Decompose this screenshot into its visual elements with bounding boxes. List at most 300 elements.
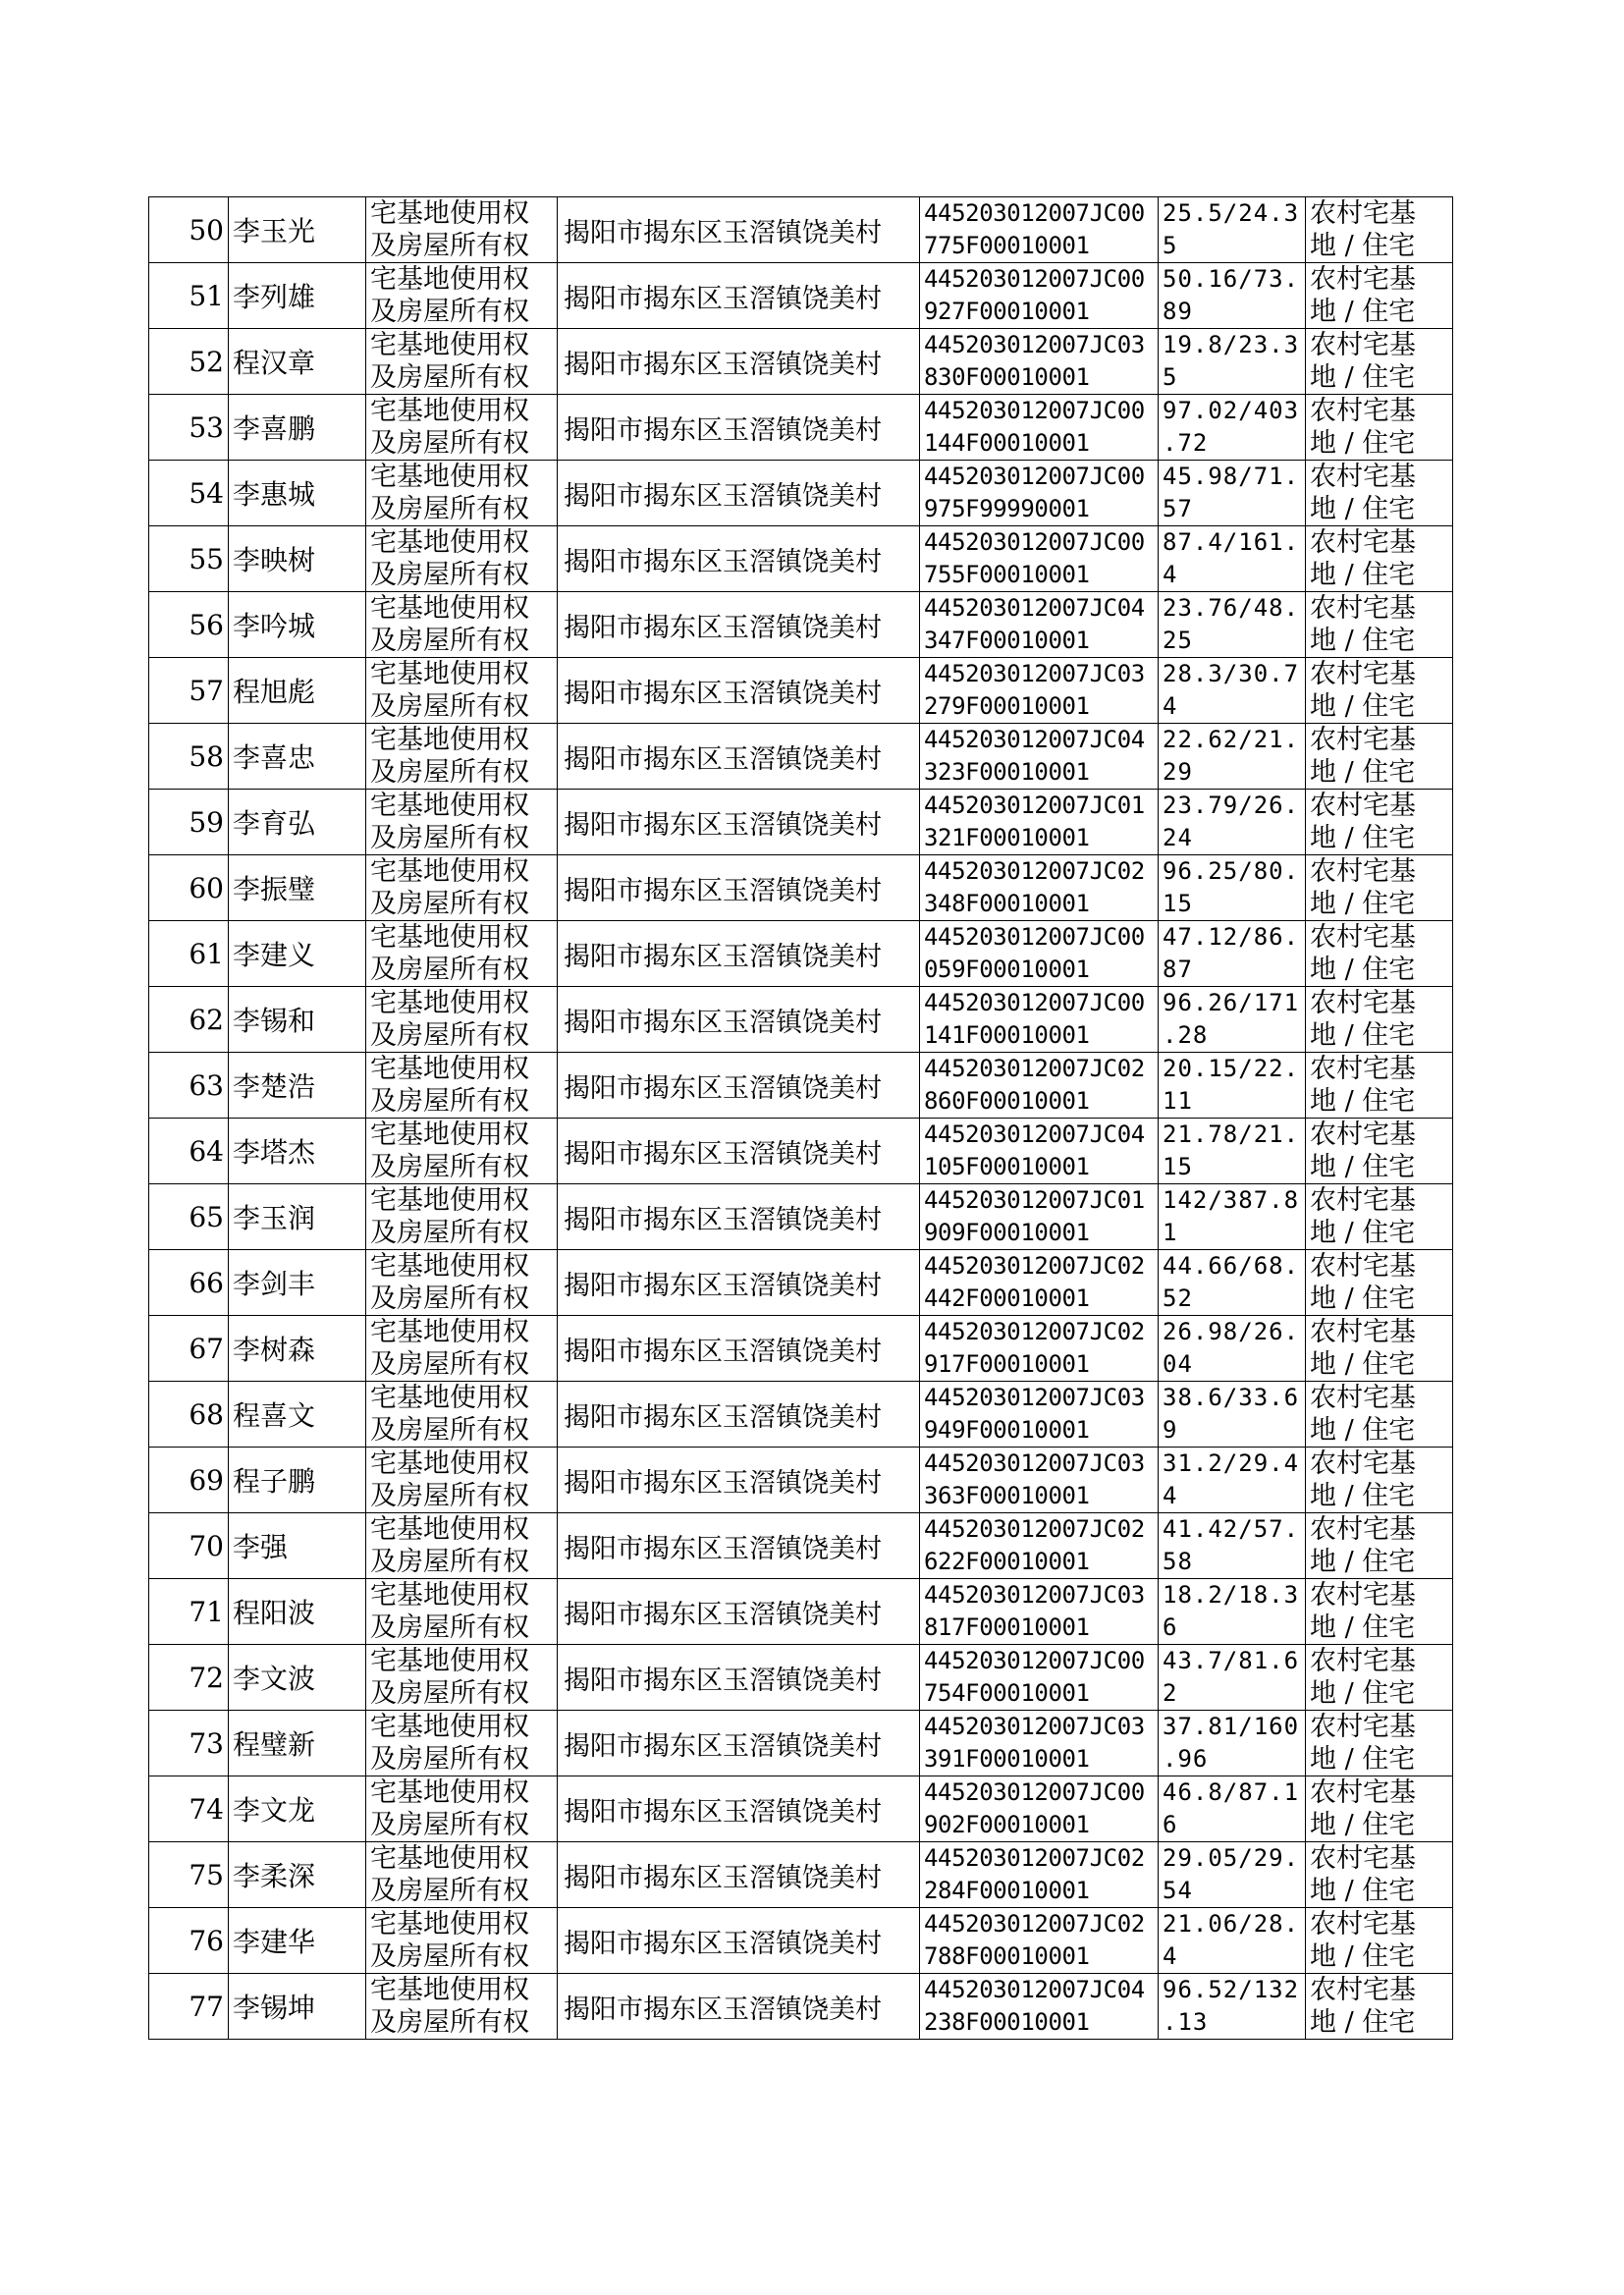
table-row	[149, 855, 1453, 921]
right-type-line-2: 及房屋所有权	[370, 1744, 529, 1775]
unit-code-cell	[920, 263, 1159, 329]
right-type-cell	[366, 987, 558, 1053]
table-row	[149, 724, 1453, 790]
table-row	[149, 1316, 1453, 1382]
unit-code-line-1: 445203012007JC01	[924, 1186, 1145, 1214]
unit-code-line-1: 445203012007JC02	[924, 1318, 1145, 1345]
land-use-line-1: 农村宅基	[1310, 1120, 1416, 1150]
land-use-line-2: 地 / 住宅	[1310, 231, 1416, 261]
area-line-2: 6	[1163, 1811, 1178, 1838]
owner-name: 李锡和	[229, 987, 366, 1053]
area-line-2: 15	[1163, 1153, 1193, 1180]
table-row	[149, 1184, 1453, 1250]
unit-code-line-2: 105F00010001	[924, 1153, 1090, 1180]
area-line-2: 5	[1163, 363, 1178, 391]
owner-name: 李惠城	[229, 461, 366, 526]
owner-name: 程子鹏	[229, 1448, 366, 1513]
right-type-line-1: 宅基地使用权	[370, 659, 529, 689]
right-type-cell	[366, 855, 558, 921]
right-type-line-2: 及房屋所有权	[370, 1086, 529, 1117]
unit-code-line-2: 622F00010001	[924, 1548, 1090, 1575]
right-type-cell	[366, 1645, 558, 1711]
land-use-cell	[1306, 1776, 1453, 1842]
unit-code-cell	[920, 987, 1159, 1053]
unit-code-line-2: 754F00010001	[924, 1679, 1090, 1707]
row-number: 58	[149, 724, 229, 790]
area-cell	[1159, 1711, 1306, 1776]
table-row	[149, 987, 1453, 1053]
location-address: 揭阳市揭东区玉滘镇饶美村	[558, 790, 920, 855]
unit-code-line-2: 860F00010001	[924, 1087, 1090, 1115]
area-line-1: 26.98/26.	[1163, 1318, 1300, 1345]
unit-code-line-1: 445203012007JC03	[924, 1384, 1145, 1411]
table-row	[149, 1382, 1453, 1448]
land-use-cell	[1306, 1316, 1453, 1382]
area-cell	[1159, 1250, 1306, 1316]
right-type-line-2: 及房屋所有权	[370, 1678, 529, 1709]
right-type-line-2: 及房屋所有权	[370, 362, 529, 393]
unit-code-line-2: 755F00010001	[924, 561, 1090, 588]
unit-code-line-2: 949F00010001	[924, 1416, 1090, 1444]
row-number: 70	[149, 1513, 229, 1579]
unit-code-line-1: 445203012007JC03	[924, 1713, 1145, 1740]
unit-code-line-1: 445203012007JC00	[924, 199, 1145, 227]
right-type-cell	[366, 658, 558, 724]
area-line-1: 38.6/33.6	[1163, 1384, 1300, 1411]
right-type-line-1: 宅基地使用权	[370, 725, 529, 755]
owner-name: 李玉润	[229, 1184, 366, 1250]
land-use-line-1: 农村宅基	[1310, 1975, 1416, 2005]
right-type-cell	[366, 1316, 558, 1382]
area-cell	[1159, 1119, 1306, 1184]
unit-code-cell	[920, 1908, 1159, 1974]
land-use-line-2: 地 / 住宅	[1310, 691, 1416, 722]
row-number: 76	[149, 1908, 229, 1974]
unit-code-line-2: 902F00010001	[924, 1811, 1090, 1838]
unit-code-line-1: 445203012007JC00	[924, 1778, 1145, 1806]
right-type-line-1: 宅基地使用权	[370, 1120, 529, 1150]
land-use-cell	[1306, 658, 1453, 724]
land-use-line-1: 农村宅基	[1310, 593, 1416, 624]
unit-code-line-2: 059F00010001	[924, 956, 1090, 983]
right-type-line-1: 宅基地使用权	[370, 527, 529, 558]
unit-code-cell	[920, 1382, 1159, 1448]
land-use-line-1: 农村宅基	[1310, 1646, 1416, 1676]
unit-code-cell	[920, 1645, 1159, 1711]
unit-code-cell	[920, 1250, 1159, 1316]
right-type-cell	[366, 329, 558, 395]
location-address: 揭阳市揭东区玉滘镇饶美村	[558, 1776, 920, 1842]
area-line-1: 18.2/18.3	[1163, 1581, 1300, 1609]
right-type-line-2: 及房屋所有权	[370, 1218, 529, 1248]
unit-code-line-2: 363F00010001	[924, 1482, 1090, 1509]
land-use-cell	[1306, 1184, 1453, 1250]
right-type-line-1: 宅基地使用权	[370, 264, 529, 295]
row-number: 53	[149, 395, 229, 461]
land-use-cell	[1306, 1119, 1453, 1184]
owner-name: 李文龙	[229, 1776, 366, 1842]
right-type-line-1: 宅基地使用权	[370, 1514, 529, 1545]
unit-code-line-1: 445203012007JC02	[924, 1252, 1145, 1280]
location-address: 揭阳市揭东区玉滘镇饶美村	[558, 921, 920, 987]
owner-name: 李列雄	[229, 263, 366, 329]
table-row	[149, 263, 1453, 329]
table-row	[149, 1250, 1453, 1316]
unit-code-cell	[920, 526, 1159, 592]
location-address: 揭阳市揭东区玉滘镇饶美村	[558, 263, 920, 329]
area-line-2: 89	[1163, 298, 1193, 325]
unit-code-line-2: 321F00010001	[924, 824, 1090, 851]
table-row	[149, 395, 1453, 461]
row-number: 59	[149, 790, 229, 855]
row-number: 77	[149, 1974, 229, 2040]
owner-name: 李振璧	[229, 855, 366, 921]
area-line-1: 31.2/29.4	[1163, 1449, 1300, 1477]
unit-code-line-1: 445203012007JC02	[924, 1515, 1145, 1543]
right-type-line-2: 及房屋所有权	[370, 231, 529, 261]
area-line-2: 15	[1163, 890, 1193, 917]
land-use-cell	[1306, 987, 1453, 1053]
land-use-cell	[1306, 1711, 1453, 1776]
area-line-1: 96.25/80.	[1163, 857, 1300, 885]
table-row	[149, 592, 1453, 658]
land-use-cell	[1306, 263, 1453, 329]
right-type-line-1: 宅基地使用权	[370, 1251, 529, 1282]
land-use-line-1: 农村宅基	[1310, 725, 1416, 755]
location-address: 揭阳市揭东区玉滘镇饶美村	[558, 1579, 920, 1645]
unit-code-cell	[920, 790, 1159, 855]
land-use-cell	[1306, 592, 1453, 658]
right-type-line-2: 及房屋所有权	[370, 1349, 529, 1380]
right-type-line-2: 及房屋所有权	[370, 2007, 529, 2038]
right-type-line-2: 及房屋所有权	[370, 955, 529, 985]
right-type-line-1: 宅基地使用权	[370, 1975, 529, 2005]
land-use-cell	[1306, 724, 1453, 790]
unit-code-line-1: 445203012007JC00	[924, 528, 1145, 556]
land-use-line-1: 农村宅基	[1310, 396, 1416, 426]
area-line-2: 54	[1163, 1877, 1193, 1904]
right-type-line-1: 宅基地使用权	[370, 856, 529, 887]
area-line-2: 29	[1163, 758, 1193, 786]
location-address: 揭阳市揭东区玉滘镇饶美村	[558, 1711, 920, 1776]
area-line-2: 5	[1163, 232, 1178, 259]
land-use-cell	[1306, 1448, 1453, 1513]
location-address: 揭阳市揭东区玉滘镇饶美村	[558, 1053, 920, 1119]
table-row	[149, 461, 1453, 526]
owner-name: 程喜文	[229, 1382, 366, 1448]
area-line-1: 29.05/29.	[1163, 1844, 1300, 1872]
unit-code-line-1: 445203012007JC04	[924, 594, 1145, 622]
owner-name: 李树森	[229, 1316, 366, 1382]
right-type-line-1: 宅基地使用权	[370, 1185, 529, 1216]
area-line-1: 41.42/57.	[1163, 1515, 1300, 1543]
location-address: 揭阳市揭东区玉滘镇饶美村	[558, 329, 920, 395]
location-address: 揭阳市揭东区玉滘镇饶美村	[558, 526, 920, 592]
owner-name: 程汉章	[229, 329, 366, 395]
table-row	[149, 658, 1453, 724]
table-row	[149, 1579, 1453, 1645]
area-line-2: 2	[1163, 1679, 1178, 1707]
row-number: 73	[149, 1711, 229, 1776]
unit-code-line-1: 445203012007JC04	[924, 726, 1145, 753]
owner-name: 李喜鹏	[229, 395, 366, 461]
unit-code-line-1: 445203012007JC02	[924, 1910, 1145, 1938]
right-type-line-1: 宅基地使用权	[370, 1712, 529, 1742]
unit-code-cell	[920, 1184, 1159, 1250]
location-address: 揭阳市揭东区玉滘镇饶美村	[558, 724, 920, 790]
area-cell	[1159, 724, 1306, 790]
land-use-cell	[1306, 1053, 1453, 1119]
owner-name: 李塔杰	[229, 1119, 366, 1184]
right-type-cell	[366, 921, 558, 987]
area-line-1: 45.98/71.	[1163, 463, 1300, 490]
land-use-line-2: 地 / 住宅	[1310, 560, 1416, 590]
location-address: 揭阳市揭东区玉滘镇饶美村	[558, 1448, 920, 1513]
area-line-1: 96.52/132	[1163, 1976, 1300, 2003]
right-type-line-2: 及房屋所有权	[370, 1941, 529, 1972]
area-line-2: 87	[1163, 956, 1193, 983]
row-number: 62	[149, 987, 229, 1053]
unit-code-line-1: 445203012007JC00	[924, 463, 1145, 490]
right-type-cell	[366, 592, 558, 658]
right-type-line-2: 及房屋所有权	[370, 1284, 529, 1314]
area-cell	[1159, 526, 1306, 592]
unit-code-line-2: 775F00010001	[924, 232, 1090, 259]
right-type-line-1: 宅基地使用权	[370, 988, 529, 1018]
right-type-line-2: 及房屋所有权	[370, 626, 529, 656]
owner-name: 李玉光	[229, 197, 366, 263]
area-line-1: 96.26/171	[1163, 989, 1300, 1016]
area-cell	[1159, 1908, 1306, 1974]
unit-code-cell	[920, 658, 1159, 724]
table-row	[149, 1053, 1453, 1119]
table-row	[149, 1119, 1453, 1184]
right-type-line-1: 宅基地使用权	[370, 1843, 529, 1874]
land-use-line-2: 地 / 住宅	[1310, 626, 1416, 656]
land-use-line-1: 农村宅基	[1310, 1185, 1416, 1216]
area-cell	[1159, 395, 1306, 461]
land-use-line-2: 地 / 住宅	[1310, 955, 1416, 985]
unit-code-line-1: 445203012007JC04	[924, 1976, 1145, 2003]
land-use-line-1: 农村宅基	[1310, 1777, 1416, 1808]
area-cell	[1159, 1842, 1306, 1908]
right-type-cell	[366, 1250, 558, 1316]
right-type-cell	[366, 197, 558, 263]
land-use-line-1: 农村宅基	[1310, 527, 1416, 558]
area-line-2: 4	[1163, 1482, 1178, 1509]
location-address: 揭阳市揭东区玉滘镇饶美村	[558, 461, 920, 526]
right-type-line-1: 宅基地使用权	[370, 593, 529, 624]
row-number: 52	[149, 329, 229, 395]
unit-code-cell	[920, 329, 1159, 395]
area-line-2: 24	[1163, 824, 1193, 851]
land-use-line-2: 地 / 住宅	[1310, 1218, 1416, 1248]
land-use-cell	[1306, 1908, 1453, 1974]
area-cell	[1159, 329, 1306, 395]
area-cell	[1159, 263, 1306, 329]
land-use-cell	[1306, 461, 1453, 526]
right-type-cell	[366, 1974, 558, 2040]
land-use-cell	[1306, 1513, 1453, 1579]
area-line-1: 21.78/21.	[1163, 1120, 1300, 1148]
unit-code-cell	[920, 197, 1159, 263]
area-line-2: 4	[1163, 1942, 1178, 1970]
unit-code-cell	[920, 1448, 1159, 1513]
owner-name: 程阳波	[229, 1579, 366, 1645]
location-address: 揭阳市揭东区玉滘镇饶美村	[558, 855, 920, 921]
location-address: 揭阳市揭东区玉滘镇饶美村	[558, 1974, 920, 2040]
unit-code-line-1: 445203012007JC02	[924, 857, 1145, 885]
land-use-cell	[1306, 1579, 1453, 1645]
area-cell	[1159, 1184, 1306, 1250]
area-line-1: 21.06/28.	[1163, 1910, 1300, 1938]
row-number: 75	[149, 1842, 229, 1908]
land-use-line-1: 农村宅基	[1310, 1514, 1416, 1545]
location-address: 揭阳市揭东区玉滘镇饶美村	[558, 1184, 920, 1250]
unit-code-line-1: 445203012007JC02	[924, 1055, 1145, 1082]
area-line-1: 87.4/161.	[1163, 528, 1300, 556]
unit-code-cell	[920, 1974, 1159, 2040]
owner-name: 李建华	[229, 1908, 366, 1974]
unit-code-cell	[920, 1316, 1159, 1382]
area-cell	[1159, 1316, 1306, 1382]
unit-code-line-2: 830F00010001	[924, 363, 1090, 391]
unit-code-line-2: 917F00010001	[924, 1350, 1090, 1378]
area-line-1: 142/387.8	[1163, 1186, 1300, 1214]
land-use-cell	[1306, 1645, 1453, 1711]
table-row	[149, 1645, 1453, 1711]
area-cell	[1159, 921, 1306, 987]
table-row	[149, 1711, 1453, 1776]
row-number: 68	[149, 1382, 229, 1448]
land-use-line-1: 农村宅基	[1310, 1054, 1416, 1084]
location-address: 揭阳市揭东区玉滘镇饶美村	[558, 1119, 920, 1184]
unit-code-cell	[920, 1119, 1159, 1184]
location-address: 揭阳市揭东区玉滘镇饶美村	[558, 1513, 920, 1579]
row-number: 55	[149, 526, 229, 592]
right-type-line-2: 及房屋所有权	[370, 1152, 529, 1182]
right-type-line-2: 及房屋所有权	[370, 494, 529, 524]
land-use-line-2: 地 / 住宅	[1310, 1020, 1416, 1051]
unit-code-line-2: 238F00010001	[924, 2008, 1090, 2036]
land-use-line-2: 地 / 住宅	[1310, 297, 1416, 327]
land-use-line-2: 地 / 住宅	[1310, 1678, 1416, 1709]
land-use-line-2: 地 / 住宅	[1310, 823, 1416, 853]
land-use-line-1: 农村宅基	[1310, 264, 1416, 295]
table-row	[149, 790, 1453, 855]
land-use-line-1: 农村宅基	[1310, 462, 1416, 492]
row-number: 71	[149, 1579, 229, 1645]
right-type-line-2: 及房屋所有权	[370, 823, 529, 853]
right-type-line-2: 及房屋所有权	[370, 560, 529, 590]
right-type-cell	[366, 1513, 558, 1579]
row-number: 72	[149, 1645, 229, 1711]
land-use-line-2: 地 / 住宅	[1310, 1349, 1416, 1380]
land-use-line-2: 地 / 住宅	[1310, 1415, 1416, 1446]
unit-code-line-2: 347F00010001	[924, 627, 1090, 654]
land-use-line-1: 农村宅基	[1310, 856, 1416, 887]
row-number: 63	[149, 1053, 229, 1119]
right-type-cell	[366, 1119, 558, 1184]
table-row	[149, 1908, 1453, 1974]
owner-name: 李喜忠	[229, 724, 366, 790]
right-type-line-1: 宅基地使用权	[370, 1580, 529, 1611]
row-number: 69	[149, 1448, 229, 1513]
row-number: 74	[149, 1776, 229, 1842]
land-use-line-1: 农村宅基	[1310, 988, 1416, 1018]
unit-code-cell	[920, 1053, 1159, 1119]
land-use-line-1: 农村宅基	[1310, 1909, 1416, 1940]
unit-code-cell	[920, 461, 1159, 526]
area-line-2: 1	[1163, 1219, 1178, 1246]
right-type-line-1: 宅基地使用权	[370, 462, 529, 492]
unit-code-line-2: 348F00010001	[924, 890, 1090, 917]
land-use-line-2: 地 / 住宅	[1310, 1284, 1416, 1314]
owner-name: 李建义	[229, 921, 366, 987]
owner-name: 程璧新	[229, 1711, 366, 1776]
table-row	[149, 197, 1453, 263]
table-row	[149, 526, 1453, 592]
area-line-2: 11	[1163, 1087, 1193, 1115]
area-line-2: .72	[1163, 429, 1209, 457]
area-line-1: 97.02/403	[1163, 397, 1300, 424]
table-row	[149, 1974, 1453, 2040]
unit-code-line-2: 909F00010001	[924, 1219, 1090, 1246]
land-use-line-2: 地 / 住宅	[1310, 757, 1416, 788]
location-address: 揭阳市揭东区玉滘镇饶美村	[558, 1382, 920, 1448]
land-use-line-1: 农村宅基	[1310, 1383, 1416, 1413]
area-line-2: 04	[1163, 1350, 1193, 1378]
area-cell	[1159, 658, 1306, 724]
owner-name: 李剑丰	[229, 1250, 366, 1316]
unit-code-line-2: 788F00010001	[924, 1942, 1090, 1970]
land-use-cell	[1306, 1842, 1453, 1908]
unit-code-line-1: 445203012007JC00	[924, 397, 1145, 424]
land-use-line-2: 地 / 住宅	[1310, 428, 1416, 459]
unit-code-line-2: 975F99990001	[924, 495, 1090, 522]
owner-name: 李强	[229, 1513, 366, 1579]
area-line-2: 52	[1163, 1284, 1193, 1312]
row-number: 57	[149, 658, 229, 724]
unit-code-line-1: 445203012007JC00	[924, 265, 1145, 293]
land-use-line-1: 农村宅基	[1310, 1317, 1416, 1347]
right-type-line-2: 及房屋所有权	[370, 297, 529, 327]
unit-code-line-1: 445203012007JC00	[924, 989, 1145, 1016]
unit-code-cell	[920, 855, 1159, 921]
location-address: 揭阳市揭东区玉滘镇饶美村	[558, 987, 920, 1053]
unit-code-cell	[920, 724, 1159, 790]
location-address: 揭阳市揭东区玉滘镇饶美村	[558, 1908, 920, 1974]
land-use-line-2: 地 / 住宅	[1310, 1547, 1416, 1577]
land-use-cell	[1306, 921, 1453, 987]
right-type-cell	[366, 526, 558, 592]
owner-name: 程旭彪	[229, 658, 366, 724]
right-type-line-2: 及房屋所有权	[370, 757, 529, 788]
land-use-line-2: 地 / 住宅	[1310, 494, 1416, 524]
table-row	[149, 921, 1453, 987]
unit-code-line-1: 445203012007JC02	[924, 1844, 1145, 1872]
area-line-1: 47.12/86.	[1163, 923, 1300, 951]
unit-code-cell	[920, 921, 1159, 987]
land-use-line-2: 地 / 住宅	[1310, 1086, 1416, 1117]
area-line-2: .28	[1163, 1021, 1209, 1049]
location-address: 揭阳市揭东区玉滘镇饶美村	[558, 1842, 920, 1908]
right-type-line-2: 及房屋所有权	[370, 428, 529, 459]
unit-code-line-1: 445203012007JC03	[924, 1581, 1145, 1609]
area-line-2: .13	[1163, 2008, 1209, 2036]
unit-code-line-2: 927F00010001	[924, 298, 1090, 325]
area-line-1: 23.76/48.	[1163, 594, 1300, 622]
